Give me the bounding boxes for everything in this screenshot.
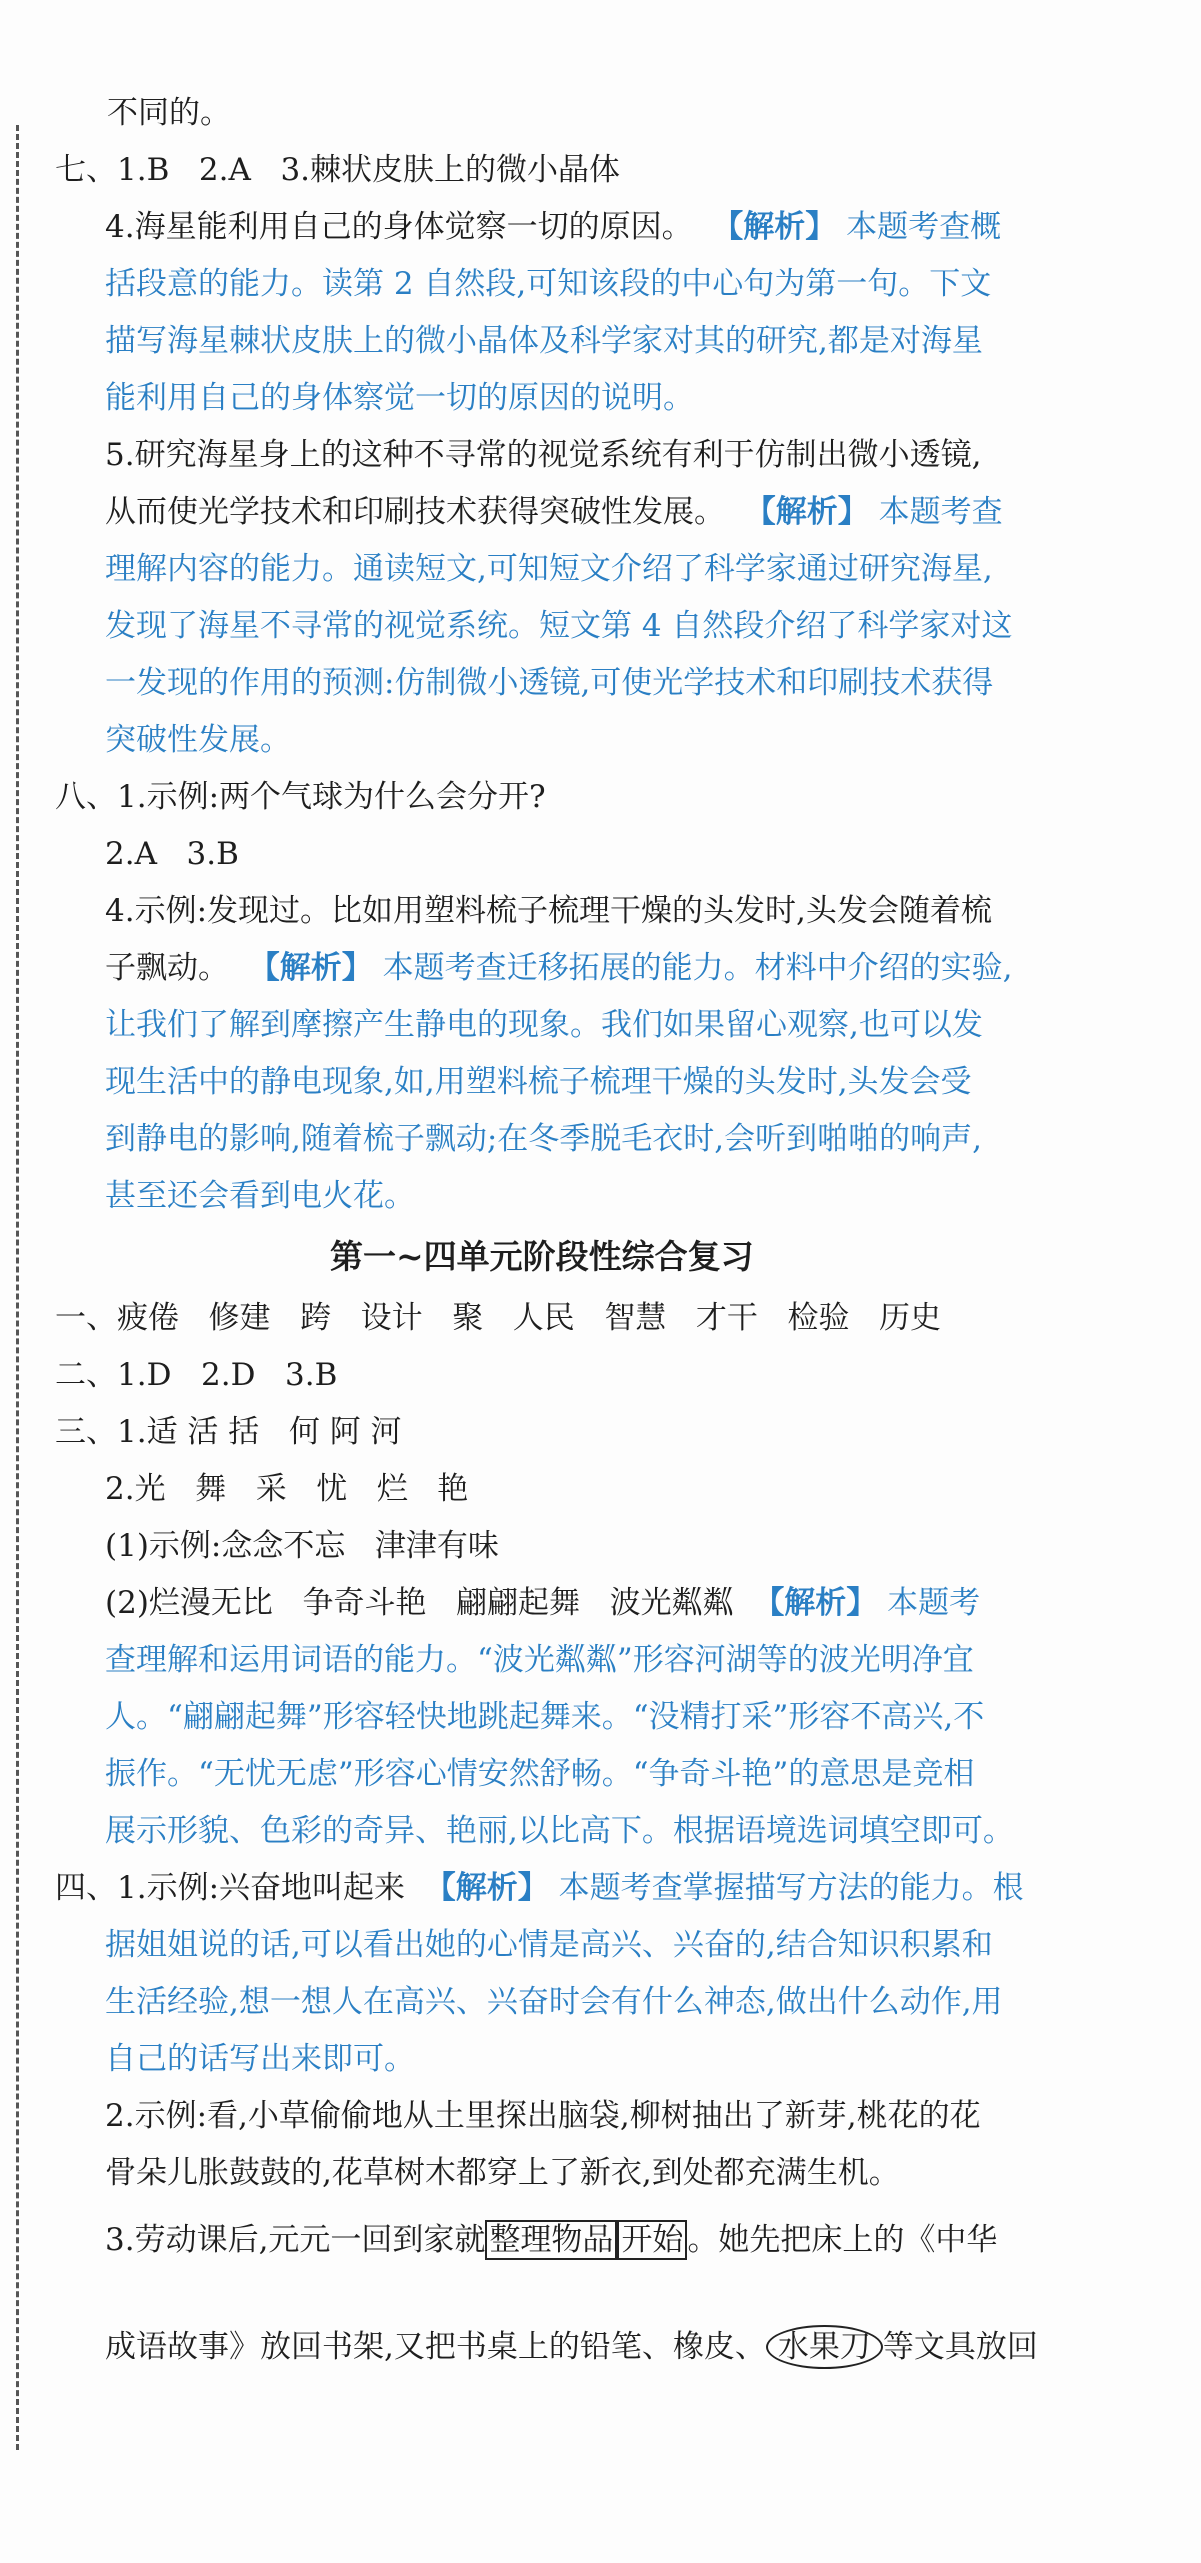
answer-text: 2.A 3.B (105, 836, 239, 872)
explanation-text: 理解内容的能力。通读短文,可知短文介绍了科学家通过研究海星, (105, 551, 993, 587)
answer-text: 2.光 舞 采 忧 烂 艳 (105, 1471, 469, 1507)
explanation-text: 自己的话写出来即可。 (105, 2041, 415, 2077)
explanation-text: 本题考查 (868, 494, 1003, 530)
explanation-text: 展示形貌、色彩的奇异、艳丽,以比高下。根据语境选词填空即可。 (105, 1813, 1014, 1849)
text-line (0, 1350, 1201, 1400)
explanation-text: 描写海星棘状皮肤上的微小晶体及科学家对其的研究,都是对海星 (105, 323, 983, 359)
text-line (0, 829, 1201, 879)
text-line (0, 1057, 1201, 1107)
explanation-tag: 【解析】 (744, 494, 869, 530)
explanation-text: 查理解和运用词语的能力。“波光粼粼”形容河湖等的波光明净宜 (105, 1642, 974, 1678)
explanation-text: 能利用自己的身体察觉一切的原因的说明。 (105, 380, 694, 416)
answer-text: 三、1.适 活 括 何 阿 河 (55, 1414, 402, 1450)
answer-text: 等文具放回 (882, 2329, 1038, 2365)
boxed-word: 开始 (617, 2220, 687, 2260)
explanation-text: 一发现的作用的预测:仿制微小透镜,可使光学技术和印刷技术获得 (105, 665, 994, 701)
explanation-text: 生活经验,想一想人在高兴、兴奋时会有什么神态,做出什么动作,用 (105, 1984, 1003, 2020)
answer-text: (2)烂漫无比 争奇斗艳 翩翩起舞 波光粼粼 (105, 1585, 754, 1621)
answer-text: 八、1.示例:两个气球为什么会分开? (55, 779, 546, 815)
explanation-text: 甚至还会看到电火花。 (105, 1178, 415, 1214)
explanation-text: 到静电的影响,随着梳子飘动;在冬季脱毛衣时,会听到啪啪的响声, (105, 1121, 983, 1157)
explanation-text: 让我们了解到摩擦产生静电的现象。我们如果留心观察,也可以发 (105, 1007, 983, 1043)
section-title (0, 1232, 1201, 1282)
text-line (0, 1635, 1201, 1685)
text-line (0, 2322, 1201, 2372)
answer-text: 子飘动。 (105, 950, 249, 986)
answer-text: 第一~四单元阶段性综合复习 (330, 1237, 754, 1276)
text-line (0, 886, 1201, 936)
explanation-text: 发现了海星不寻常的视觉系统。短文第 4 自然段介绍了科学家对这 (105, 608, 1013, 644)
explanation-text: 突破性发展。 (105, 722, 291, 758)
text-line (0, 2034, 1201, 2084)
text-line (0, 1521, 1201, 1571)
text-line (0, 1407, 1201, 1457)
text-line (0, 2148, 1201, 2198)
text-line (0, 1920, 1201, 1970)
text-line (0, 1806, 1201, 1856)
text-line (0, 601, 1201, 651)
text-line (0, 544, 1201, 594)
explanation-text: 括段意的能力。读第 2 自然段,可知该段的中心句为第一句。下文 (105, 266, 992, 302)
text-line (0, 430, 1201, 480)
answer-text: 2.示例:看,小草偷偷地从土里探出脑袋,柳树抽出了新芽,桃花的花 (105, 2098, 981, 2134)
answer-text: 4.海星能利用自己的身体觉察一切的原因。 (105, 209, 713, 245)
boxed-word: 整理物品 (485, 2220, 617, 2260)
text-line (0, 1692, 1201, 1742)
text-line (0, 658, 1201, 708)
answer-text: 4.示例:发现过。比如用塑料梳子梳理干燥的头发时,头发会随着梳 (105, 893, 992, 929)
explanation-text: 本题考查迁移拓展的能力。材料中介绍的实验, (372, 950, 1013, 986)
answer-text: 从而使光学技术和印刷技术获得突破性发展。 (105, 494, 745, 530)
answer-text: 骨朵儿胀鼓鼓的,花草树木都穿上了新衣,到处都充满生机。 (105, 2155, 900, 2191)
answer-text: 七、1.B 2.A 3.棘状皮肤上的微小晶体 (55, 152, 621, 188)
text-line (0, 145, 1201, 195)
text-line (0, 1863, 1201, 1913)
text-line (0, 373, 1201, 423)
text-line (0, 1464, 1201, 1514)
text-line (0, 715, 1201, 765)
explanation-tag: 【解析】 (248, 950, 373, 986)
answer-text: 5.研究海星身上的这种不寻常的视觉系统有利于仿制出微小透镜, (105, 437, 982, 473)
answer-text: 成语故事》放回书架,又把书桌上的铅笔、橡皮、 (105, 2329, 766, 2365)
text-line (0, 202, 1201, 252)
text-line (0, 1977, 1201, 2027)
text-line (0, 1293, 1201, 1343)
explanation-tag: 【解析】 (712, 209, 837, 245)
text-line (0, 316, 1201, 366)
answer-text: 不同的。 (107, 95, 231, 131)
text-line (0, 487, 1201, 537)
text-line (0, 772, 1201, 822)
text-line (0, 2091, 1201, 2141)
text-line (0, 1114, 1201, 1164)
text-line (0, 1000, 1201, 1050)
text-line (0, 1749, 1201, 1799)
text-line (0, 259, 1201, 309)
answer-text: 二、1.D 2.D 3.B (55, 1357, 338, 1393)
explanation-tag: 【解析】 (424, 1870, 549, 1906)
answer-text: 四、1.示例:兴奋地叫起来 (55, 1870, 425, 1906)
explanation-text: 据姐姐说的话,可以看出她的心情是高兴、兴奋的,结合知识积累和 (105, 1927, 993, 1963)
circled-word: 水果刀 (766, 2325, 883, 2369)
answer-text: 。她先把床上的《中华 (687, 2222, 998, 2258)
answer-text: (1)示例:念念不忘 津津有味 (105, 1528, 499, 1564)
answer-text: 一、疲倦 修建 跨 设计 聚 人民 智慧 才干 检验 历史 (55, 1300, 942, 1336)
explanation-tag: 【解析】 (753, 1585, 878, 1621)
text-line (0, 1578, 1201, 1628)
explanation-text: 人。“翩翩起舞”形容轻快地跳起舞来。“没精打采”形容不高兴,不 (105, 1699, 985, 1735)
explanation-text: 本题考查概 (836, 209, 1002, 245)
explanation-text: 本题考查掌握描写方法的能力。根 (548, 1870, 1024, 1906)
text-line (0, 2215, 1201, 2265)
text-line (0, 943, 1201, 993)
text-line (0, 88, 1201, 138)
text-line (0, 1171, 1201, 1221)
explanation-text: 本题考 (877, 1585, 981, 1621)
explanation-text: 振作。“无忧无虑”形容心情安然舒畅。“争奇斗艳”的意思是竞相 (105, 1756, 975, 1792)
answer-text: 3.劳动课后,元元一回到家就 (105, 2222, 486, 2258)
explanation-text: 现生活中的静电现象,如,用塑料梳子梳理干燥的头发时,头发会受 (105, 1064, 972, 1100)
